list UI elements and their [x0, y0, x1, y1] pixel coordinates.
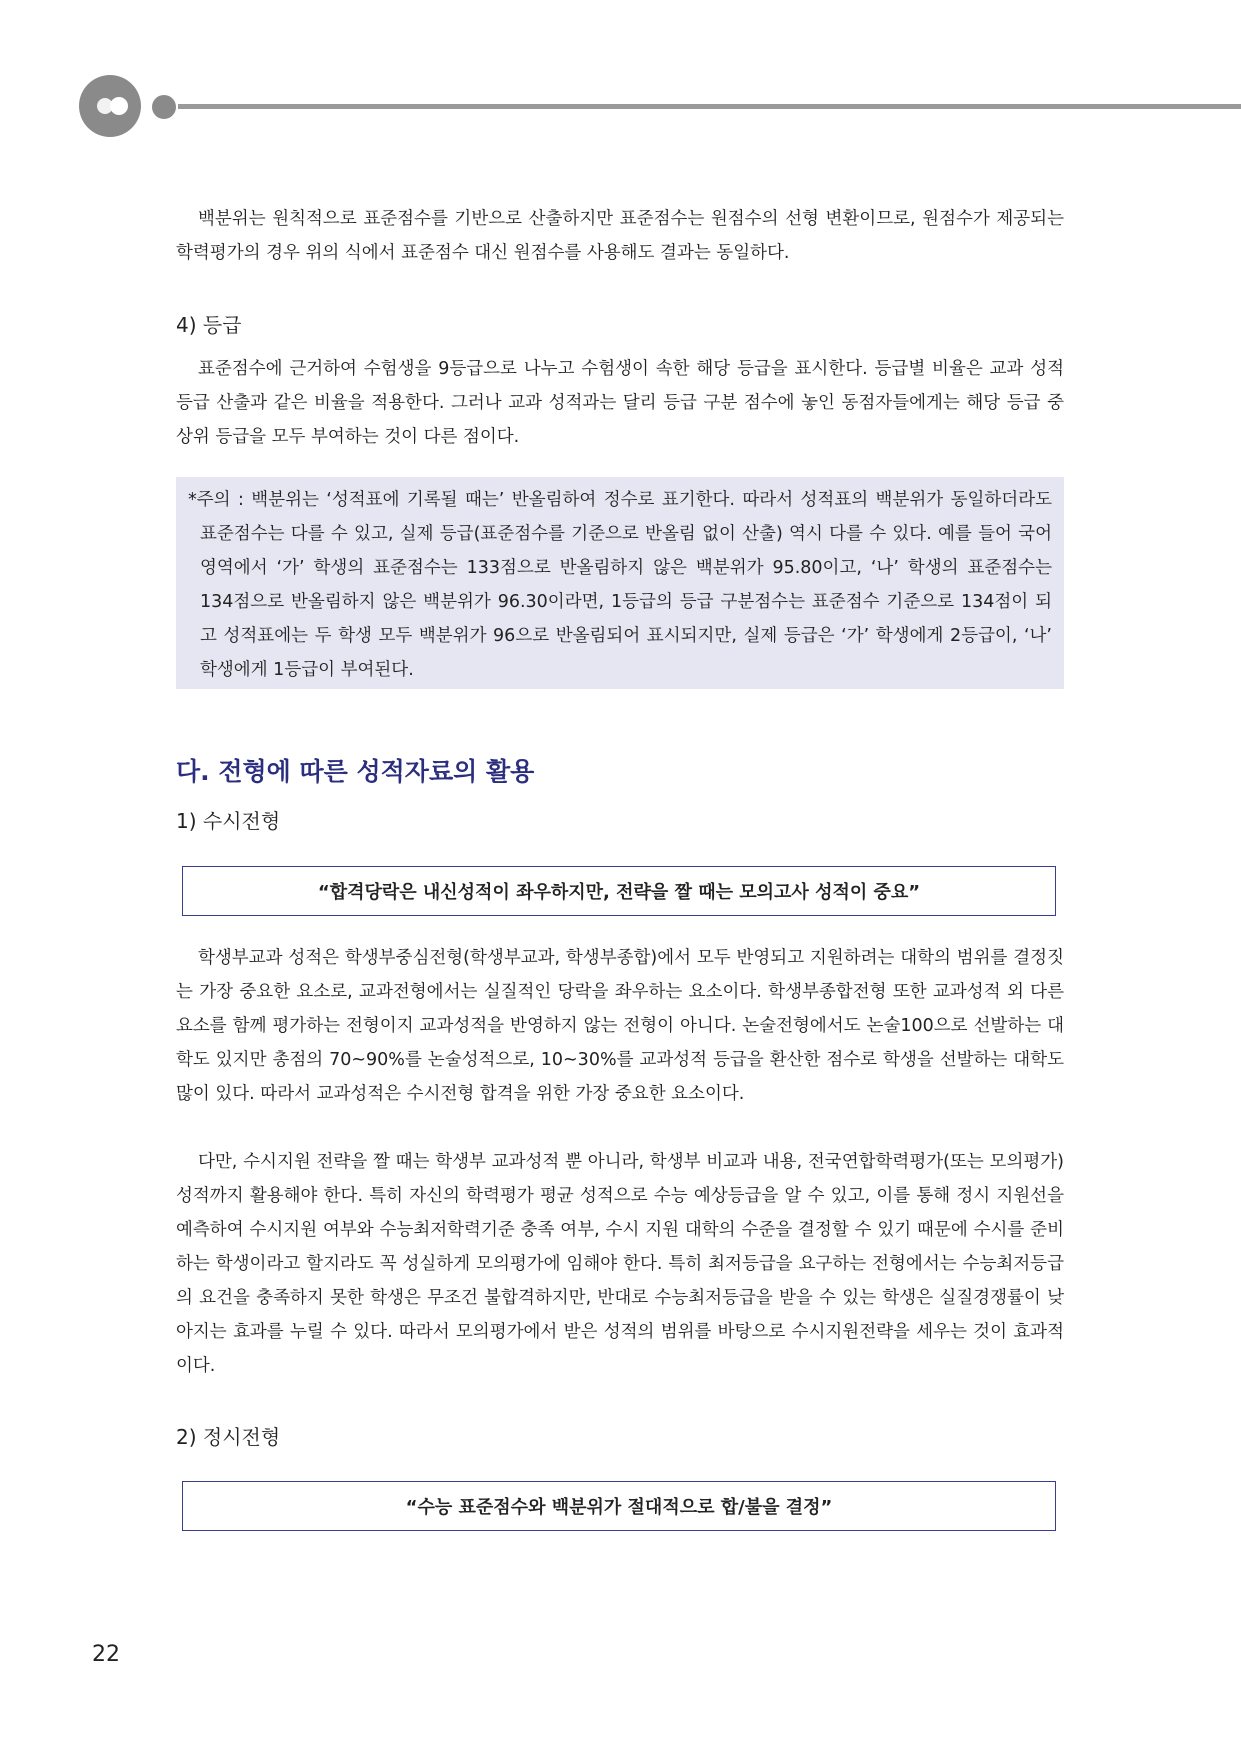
- intro-paragraph: 백분위는 원칙적으로 표준점수를 기반으로 산출하지만 표준점수는 원점수의 선형 변환이므로, 원점수가 제공되는 학력평가의 경우 위의 식에서 표준점수 대신 원점수를 사용해도 결과는 동일하다.: [176, 209, 1064, 263]
- caution-note-box: [176, 477, 1064, 689]
- caution-note-text: *주의 : 백분위는 ‘성적표에 기록될 때는’ 반올림하여 정수로 표기한다. 따라서 성적표의 백분위가 동일하더라도 표준점수는 다를 수 있고, 실제 등급(표준점수를 기준으로 반올림 없이 산출) 역시 다를 수 있다. 예를 들어 국어영역에서 ‘가’ 학생의 표준점수는 133점으로 반올림하지 않은 백분위가 95.80이고, ‘나’ 학생의 표준점수는 134점으로 반올림하지 않은 백분위가 96.30이라면, 1등급의 등급 구분점수는 표준점수 기준으로 134점이 되고 성적표에는 두 학생 모두 백분위가 96으로 반올림되어 표시되지만, 실제 등급은 ‘가’ 학생에게 2등급이, ‘나’ 학생에게 1등급이 부여된다.: [188, 490, 1052, 680]
- jeongsi-heading: 2) 정시전형: [176, 1425, 281, 1449]
- header-small-dot: [152, 95, 176, 119]
- susi-quote-text: “합격당락은 내신성적이 좌우하지만, 전략을 짤 때는 모의고사 성적이 중요”: [317, 882, 921, 903]
- susi-paragraph-2: 다만, 수시지원 전략을 짤 때는 학생부 교과성적 뿐 아니라, 학생부 비교과 내용, 전국연합학력평가(또는 모의평가) 성적까지 활용해야 한다. 특히 자신의 학력평가 평균 성적으로 수능 예상등급을 알 수 있고, 이를 통해 정시 지원선을 예측하여 수시지원 여부와 수능최저학력기준 충족 여부, 수시 지원 대학의 수준을 결정할 수 있기 때문에 수시를 준비하는 학생이라고 할지라도 꼭 성실하게 모의평가에 임해야 한다. 특히 최저등급을 요구하는 전형에서는 수능최저등급의 요건을 충족하지 못한 학생은 무조건 불합격하지만, 반대로 수능최저등급을 받을 수 있는 학생은 실질경쟁률이 낮아지는 효과를 누릴 수 있다. 따라서 모의평가에서 받은 성적의 범위를 바탕으로 수시지원전략을 세우는 것이 효과적이다.: [176, 1152, 1064, 1376]
- header-rule-line: [178, 104, 1241, 109]
- jeongsi-quote-text: “수능 표준점수와 백분위가 절대적으로 합/불을 결정”: [405, 1497, 833, 1518]
- jeongsi-quote-box: [182, 1481, 1056, 1531]
- susi-heading: 1) 수시전형: [176, 809, 281, 833]
- susi-quote-box: [182, 866, 1056, 916]
- susi-paragraph-1: 학생부교과 성적은 학생부중심전형(학생부교과, 학생부종합)에서 모두 반영되고 지원하려는 대학의 범위를 결정짓는 가장 중요한 요소로, 교과전형에서는 실질적인 당락을 좌우하는 요소이다. 학생부종합전형 또한 교과성적 외 다른 요소를 함께 평가하는 전형이지 교과성적을 반영하지 않는 전형이 아니다. 논술전형에서도 논술100으로 선발하는 대학도 있지만 총점의 70~90%를 논술성적으로, 10~30%를 교과성적 등급을 환산한 점수로 학생을 선발하는 대학도 많이 있다. 따라서 교과성적은 수시전형 합격을 위한 가장 중요한 요소이다.: [176, 948, 1064, 1104]
- grade-paragraph: 표준점수에 근거하여 수험생을 9등급으로 나누고 수험생이 속한 해당 등급을 표시한다. 등급별 비율은 교과 성적등급 산출과 같은 비율을 적용한다. 그러나 교과 성적과는 달리 등급 구분 점수에 놓인 동점자들에게는 해당 등급 중 상위 등급을 모두 부여하는 것이 다른 점이다.: [176, 359, 1064, 447]
- page-number: 22: [92, 1642, 120, 1667]
- grade-heading: 4) 등급: [176, 313, 242, 337]
- header-logo-inner-dot-right: [110, 97, 128, 115]
- section-title: 다. 전형에 따른 성적자료의 활용: [176, 757, 535, 786]
